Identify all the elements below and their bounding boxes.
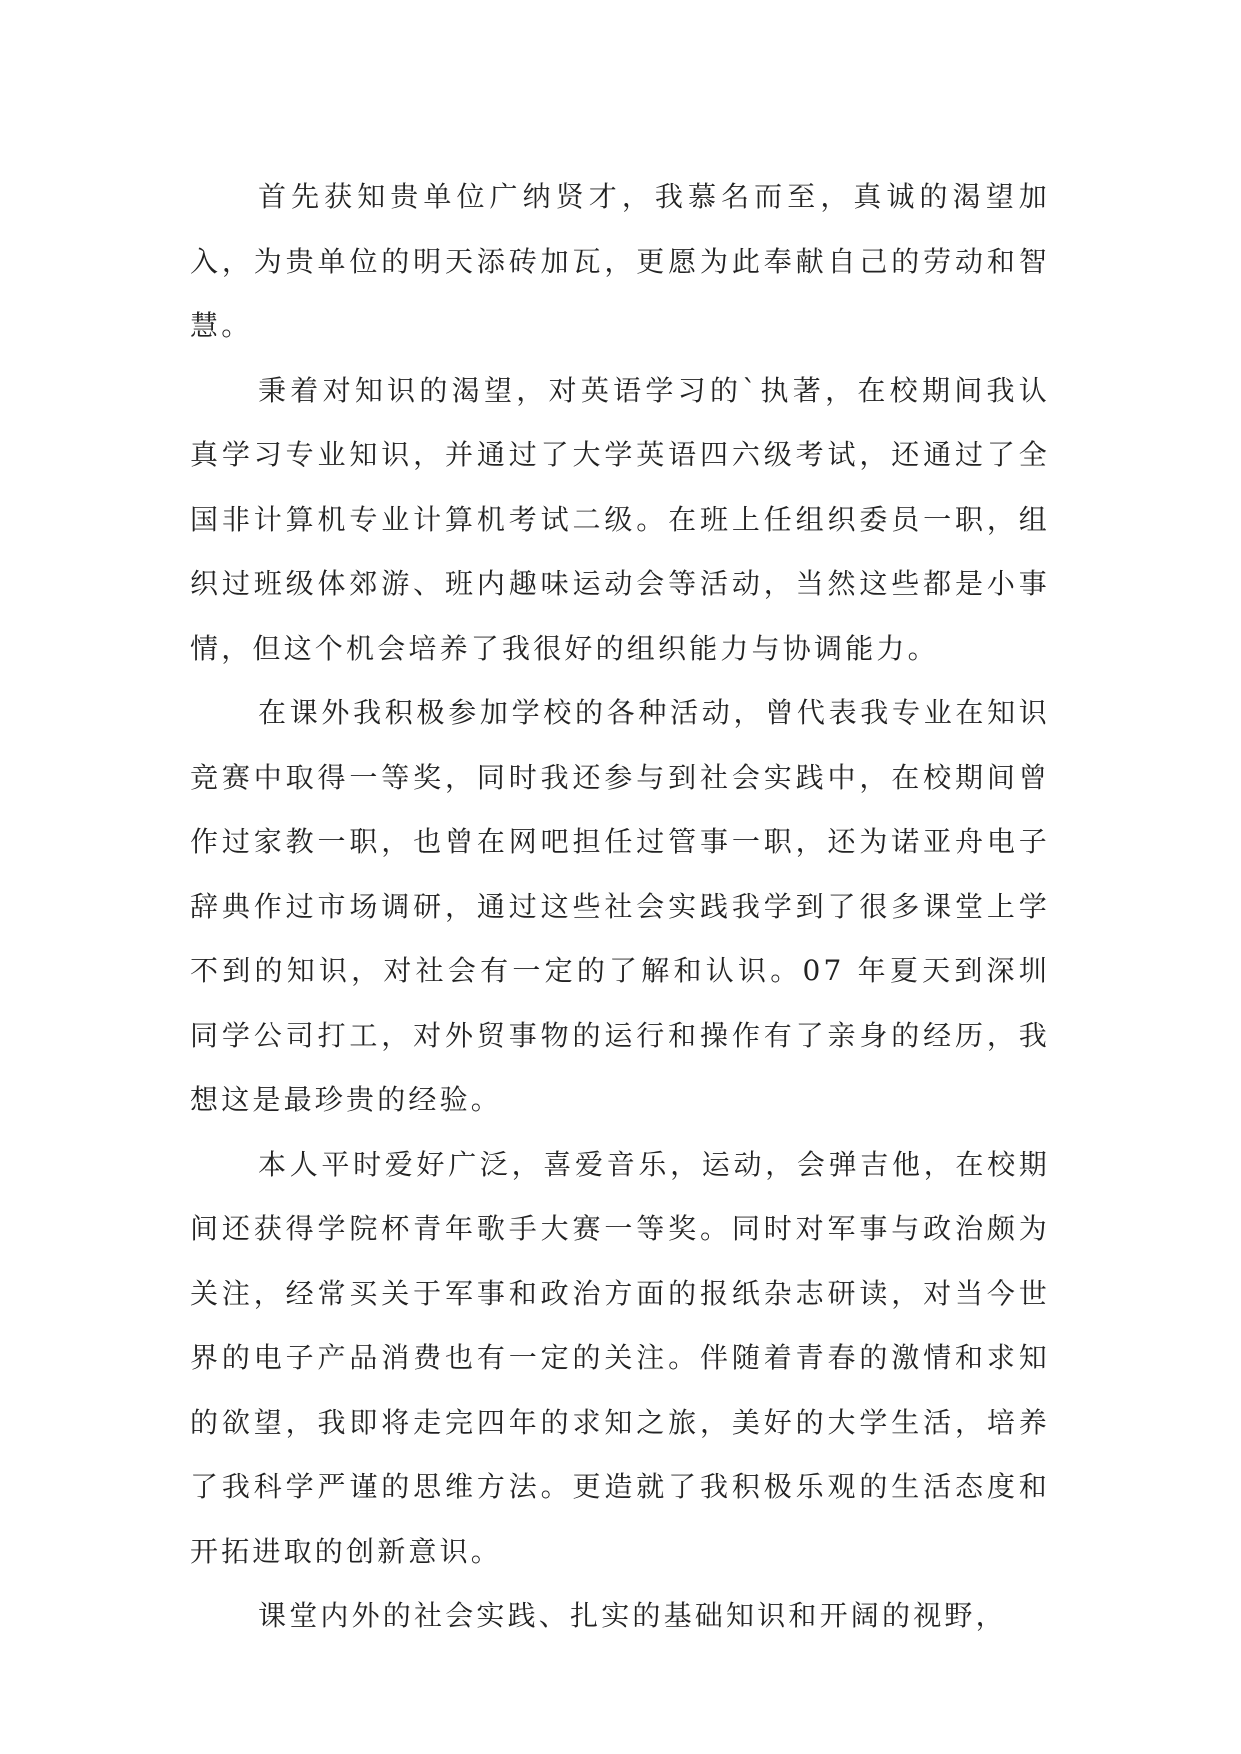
paragraph-hobbies: 本人平时爱好广泛，喜爱音乐，运动，会弹吉他，在校期间还获得学院杯青年歌手大赛一等奖。同时对军事与政治颇为关注，经常买关于军事和政治方面的报纸杂志研读，对当今世界的电子产品消费也有一定的关注。伴随着青春的激情和求知的欲望，我即将走完四年的求知之旅，美好的大学生活，培养了我科学严谨的思维方法。更造就了我积极乐观的生活态度和开拓进取的创新意识。 [190, 1147, 1050, 1568]
paragraph-closing: 课堂内外的社会实践、扎实的基础知识和开阔的视野， [258, 1599, 1007, 1632]
document-body [190, 165, 1050, 1649]
paragraph-intro: 首先获知贵单位广纳贤才，我慕名而至，真诚的渴望加入，为贵单位的明天添砖加瓦，更愿为此奉献自己的劳动和智慧。 [190, 180, 1050, 342]
paragraph-activities: 在课外我积极参加学校的各种活动，曾代表我专业在知识竞赛中取得一等奖，同时我还参与到社会实践中，在校期间曾作过家教一职，也曾在网吧担任过管事一职，还为诺亚舟电子辞典作过市场调研，通过这些社会实践我学到了很多课堂上学不到的知识，对社会有一定的了解和认识。07 年夏天到深圳同学公司打工，对外贸事物的运行和操作有了亲身的经历，我想这是最珍贵的经验。 [190, 696, 1050, 1116]
paragraph-study: 秉着对知识的渴望，对英语学习的`执著，在校期间我认真学习专业知识，并通过了大学英语四六级考试，还通过了全国非计算机专业计算机考试二级。在班上任组织委员一职，组织过班级体郊游、班内趣味运动会等活动，当然这些都是小事情，但这个机会培养了我很好的组织能力与协调能力。 [190, 373, 1050, 665]
